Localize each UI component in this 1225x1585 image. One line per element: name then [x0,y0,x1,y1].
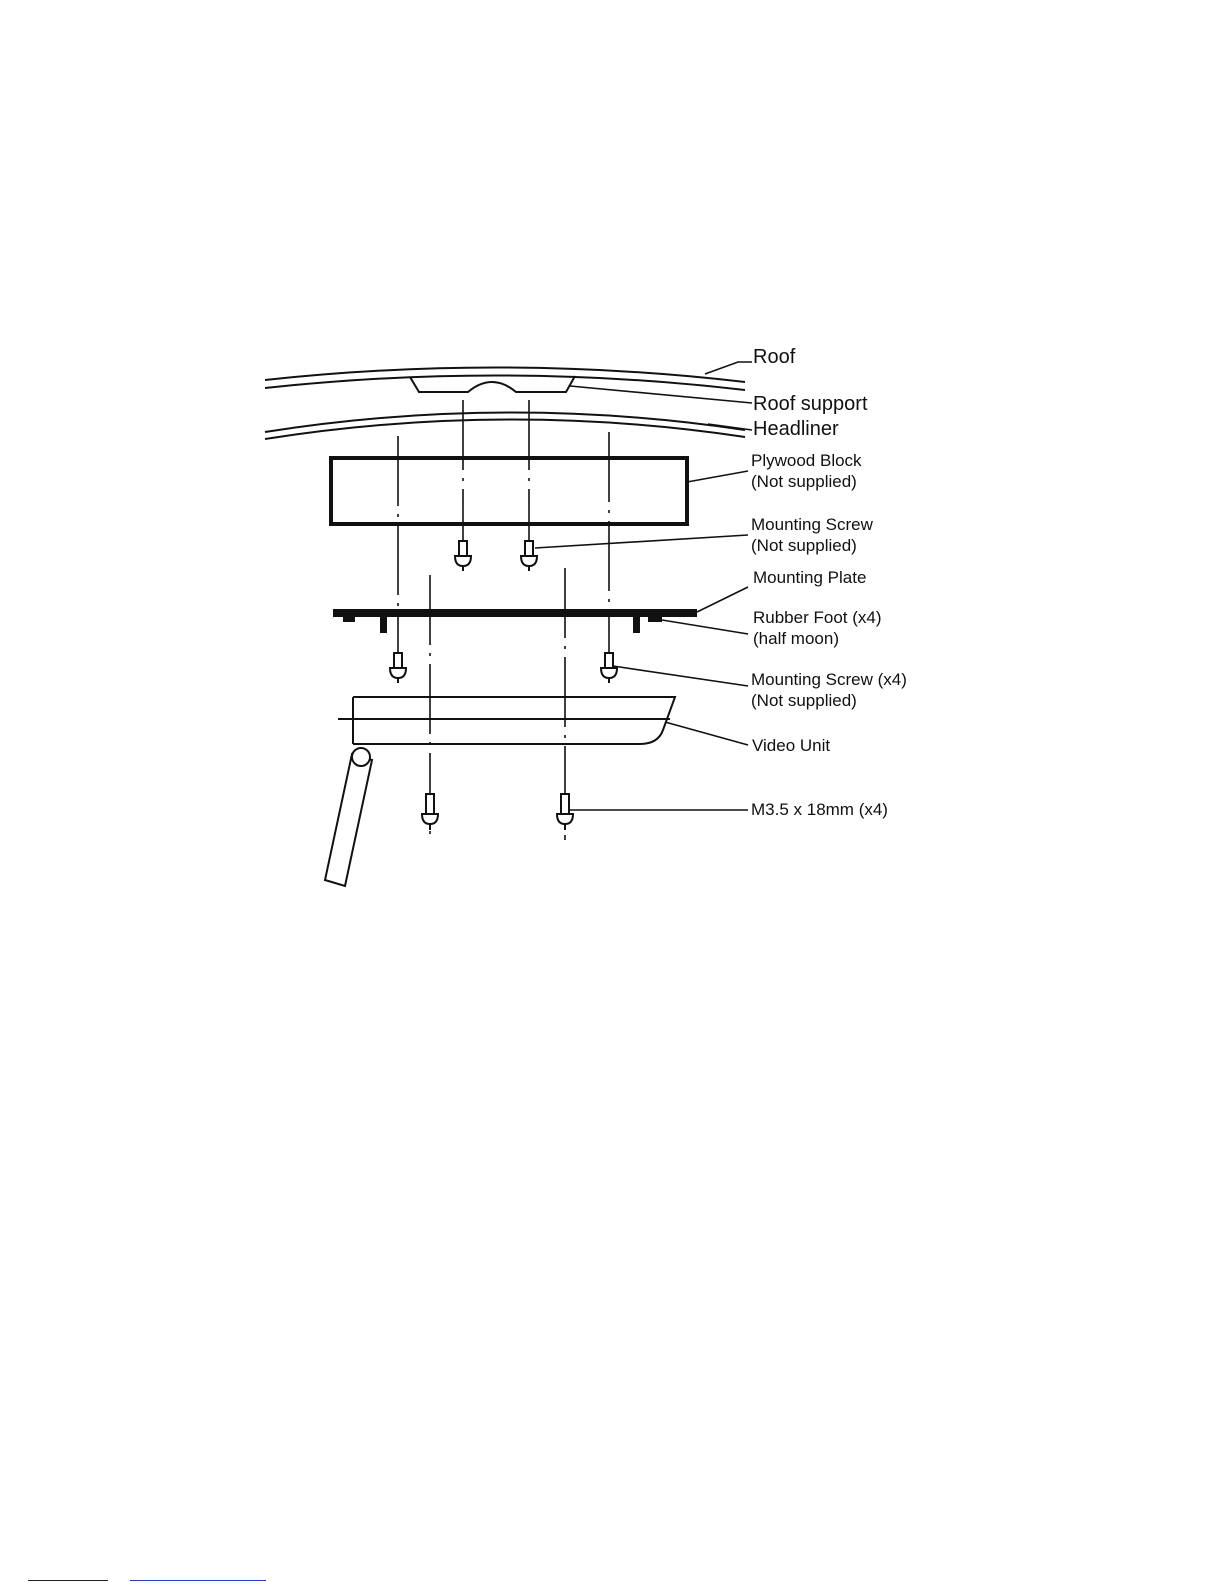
machine-screw [422,794,438,830]
label-mounting-plate: Mounting Plate [753,568,867,587]
label-mounting-screw-note: (Not supplied) [751,536,857,555]
label-plywood-block-note: (Not supplied) [751,472,857,491]
plywood-block [331,458,687,524]
rubber-foot [343,617,662,633]
label-plywood-block: Plywood Block [751,451,862,470]
video-unit-arm [325,748,372,886]
label-mounting-screw-x4: Mounting Screw (x4) [751,670,907,689]
label-mounting-screw-x4-note: (Not supplied) [751,691,857,710]
machine-screw [557,794,573,830]
mounting-plate [333,609,697,617]
footer-rule [28,1580,108,1581]
alignment-lines [398,400,609,840]
label-machine-screw: M3.5 x 18mm (x4) [751,800,888,819]
mounting-screw [521,541,537,571]
footer-link-rule [130,1580,266,1581]
leader-lines [535,362,752,810]
label-roof: Roof [753,346,796,368]
roof-support [410,376,575,392]
label-mounting-screw: Mounting Screw [751,515,873,534]
mounting-screw [390,653,406,683]
label-video-unit: Video Unit [752,736,831,755]
mounting-screw [455,541,471,571]
label-rubber-foot-note: (half moon) [753,629,839,648]
roof-panel [265,367,745,390]
headliner-panel [265,412,745,439]
mounting-screw [601,653,617,683]
label-roof-support: Roof support [753,393,868,415]
label-headliner: Headliner [753,418,839,440]
label-rubber-foot: Rubber Foot (x4) [753,608,882,627]
video-unit [338,697,675,744]
